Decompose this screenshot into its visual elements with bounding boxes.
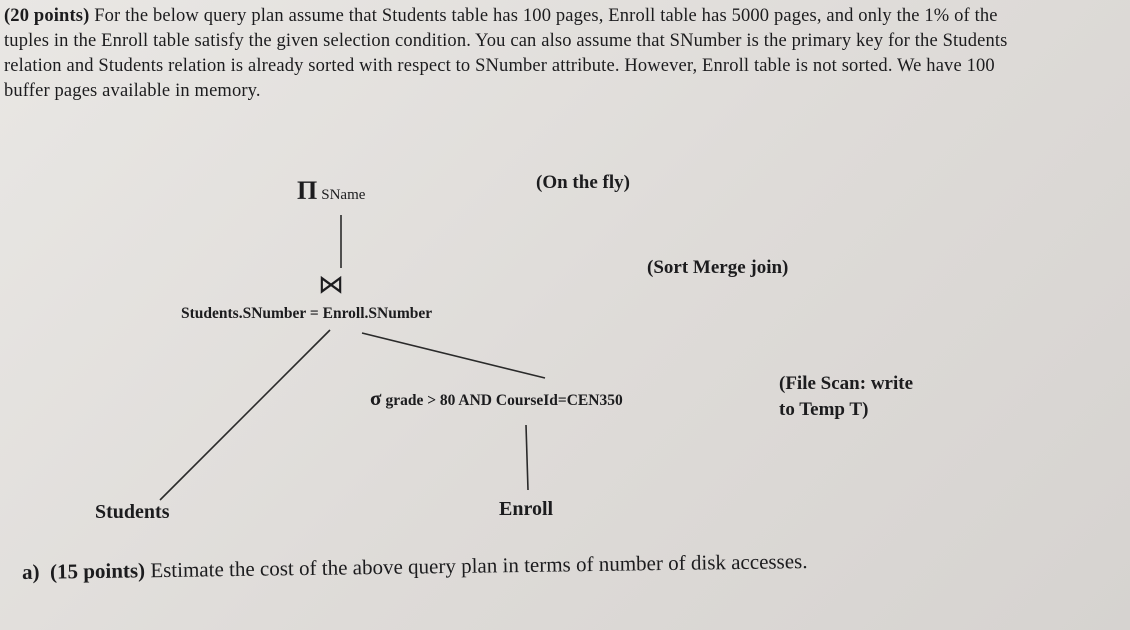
- selection-condition: grade > 80 AND CourseId=CEN350: [385, 392, 623, 409]
- projection-note: (On the fly): [536, 172, 630, 193]
- selection-symbol: σ: [370, 386, 382, 410]
- edge-join-students: [160, 330, 330, 500]
- question-label: a): [21, 559, 40, 584]
- projection-node: [297, 176, 365, 206]
- selection-note: [779, 371, 913, 423]
- edge-selection-enroll: [526, 425, 528, 490]
- leaf-enroll: Enroll: [499, 498, 554, 520]
- problem-text: For the below query plan assume that Students table has 100 pages, Enroll table has 5000 pages, and only the 1% of the tuples in the Enroll table satisfy the given selection condition. You can also assume that SNumber is the primary key for the Students relation and Students relation is already sorted with respect to SNumber attribute. However, Enroll table is not sorted. We have 100 buffer pages available in memory.: [4, 6, 1008, 101]
- join-condition: Students.SNumber = Enroll.SNumber: [181, 305, 433, 322]
- selection-note-line1: (File Scan: write: [779, 373, 914, 394]
- selection-node: [370, 386, 623, 411]
- question-points: (15 points): [49, 558, 146, 584]
- projection-symbol: Π: [297, 176, 318, 205]
- problem-points: (20 points): [4, 6, 90, 26]
- join-symbol: ⋈: [318, 270, 344, 299]
- question-text: Estimate the cost of the above query plan in terms of number of disk accesses.: [150, 549, 808, 583]
- leaf-students: Students: [95, 501, 170, 523]
- join-note: (Sort Merge join): [647, 257, 789, 278]
- selection-note-line2: to Temp T): [779, 399, 869, 420]
- edge-join-selection: [362, 333, 545, 378]
- projection-attribute: SName: [321, 187, 366, 203]
